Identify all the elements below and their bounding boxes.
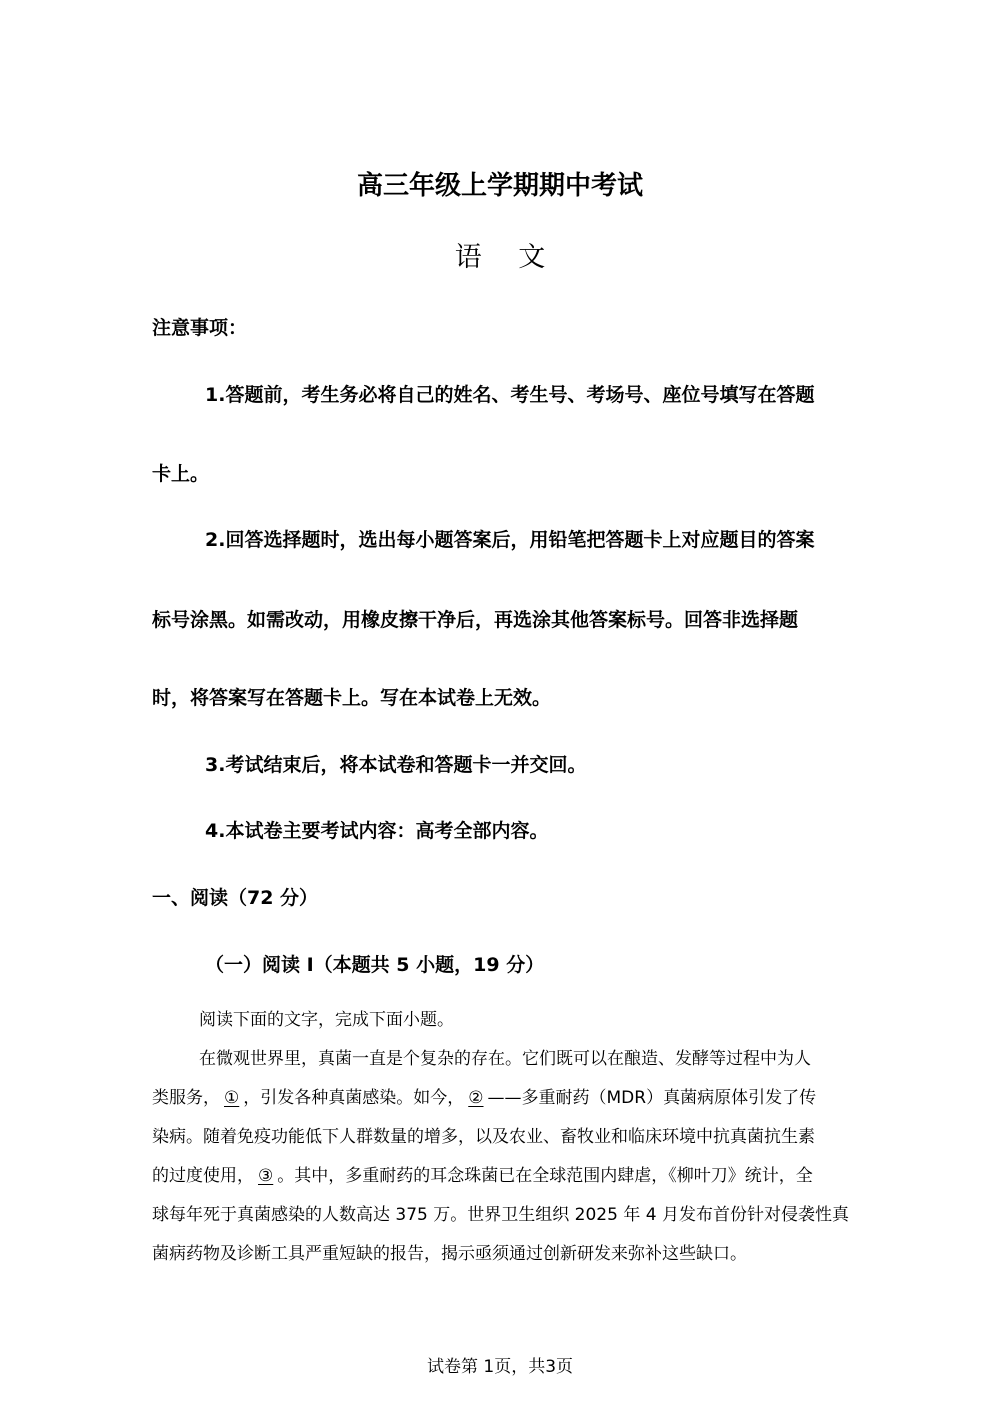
notice-item-1-line-2: 卡上。 [152,463,210,485]
blank-3: ③ [258,1166,274,1186]
notice-item-2-line-2: 标号涂黑。如需改动，用橡皮擦干净后，再选涂其他答案标号。回答非选择题 [152,609,799,631]
passage-line-2-part-a: 类服务， [152,1088,220,1108]
blank-1: ① [224,1088,240,1108]
section-1-sub-heading: （一）阅读 I（本题共 5 小题，19 分） [205,954,545,976]
page-footer: 试卷第 1页，共3页 [426,1357,574,1377]
notice-item-4: 4.本试卷主要考试内容：高考全部内容。 [205,820,549,842]
exam-title: 高三年级上学期期中考试 [356,171,643,201]
notice-item-1-line-1: 1.答题前，考生务必将自己的姓名、考生号、考场号、座位号填写在答题 [205,384,815,406]
blank-2: ② [468,1088,484,1108]
passage-line-5: 球每年死于真菌感染的人数高达 375 万。世界卫生组织 2025 年 4 月发布首份针对侵袭性真 [152,1205,849,1225]
notice-item-2-line-1: 2.回答选择题时，选出每小题答案后，用铅笔把答题卡上对应题目的答案 [205,529,815,551]
passage-line-4-part-b: 。其中，多重耐药的耳念珠菌已在全球范围内肆虐，《柳叶刀》统计，全 [277,1166,813,1186]
passage-line-4-part-a: 的过度使用， [152,1166,254,1186]
section-1-heading: 一、阅读（72 分） [152,887,319,909]
passage-line-6: 菌病药物及诊断工具严重短缺的报告，揭示亟须通过创新研发来弥补这些缺口。 [152,1244,747,1264]
notice-item-3: 3.考试结束后，将本试卷和答题卡一并交回。 [205,754,587,776]
passage-line-3: 染病。随着免疫功能低下人群数量的增多，以及农业、畜牧业和临床环境中抗真菌抗生素 [152,1127,815,1147]
passage-line-1: 在微观世界里，真菌一直是个复杂的存在。它们既可以在酿造、发酵等过程中为人 [199,1049,811,1069]
passage-line-2-part-c: ——多重耐药（MDR）真菌病原体引发了传 [487,1088,817,1108]
reading-instruction: 阅读下面的文字，完成下面小题。 [199,1010,454,1030]
passage-line-2-part-b: ，引发各种真菌感染。如今， [243,1088,465,1108]
passage-line-2 [152,1083,852,1113]
passage-line-4 [152,1161,852,1191]
notice-item-2-line-3: 时，将答案写在答题卡上。写在本试卷上无效。 [152,687,552,709]
exam-subject: 语 文 [454,242,560,273]
notice-heading: 注意事项： [152,317,248,339]
